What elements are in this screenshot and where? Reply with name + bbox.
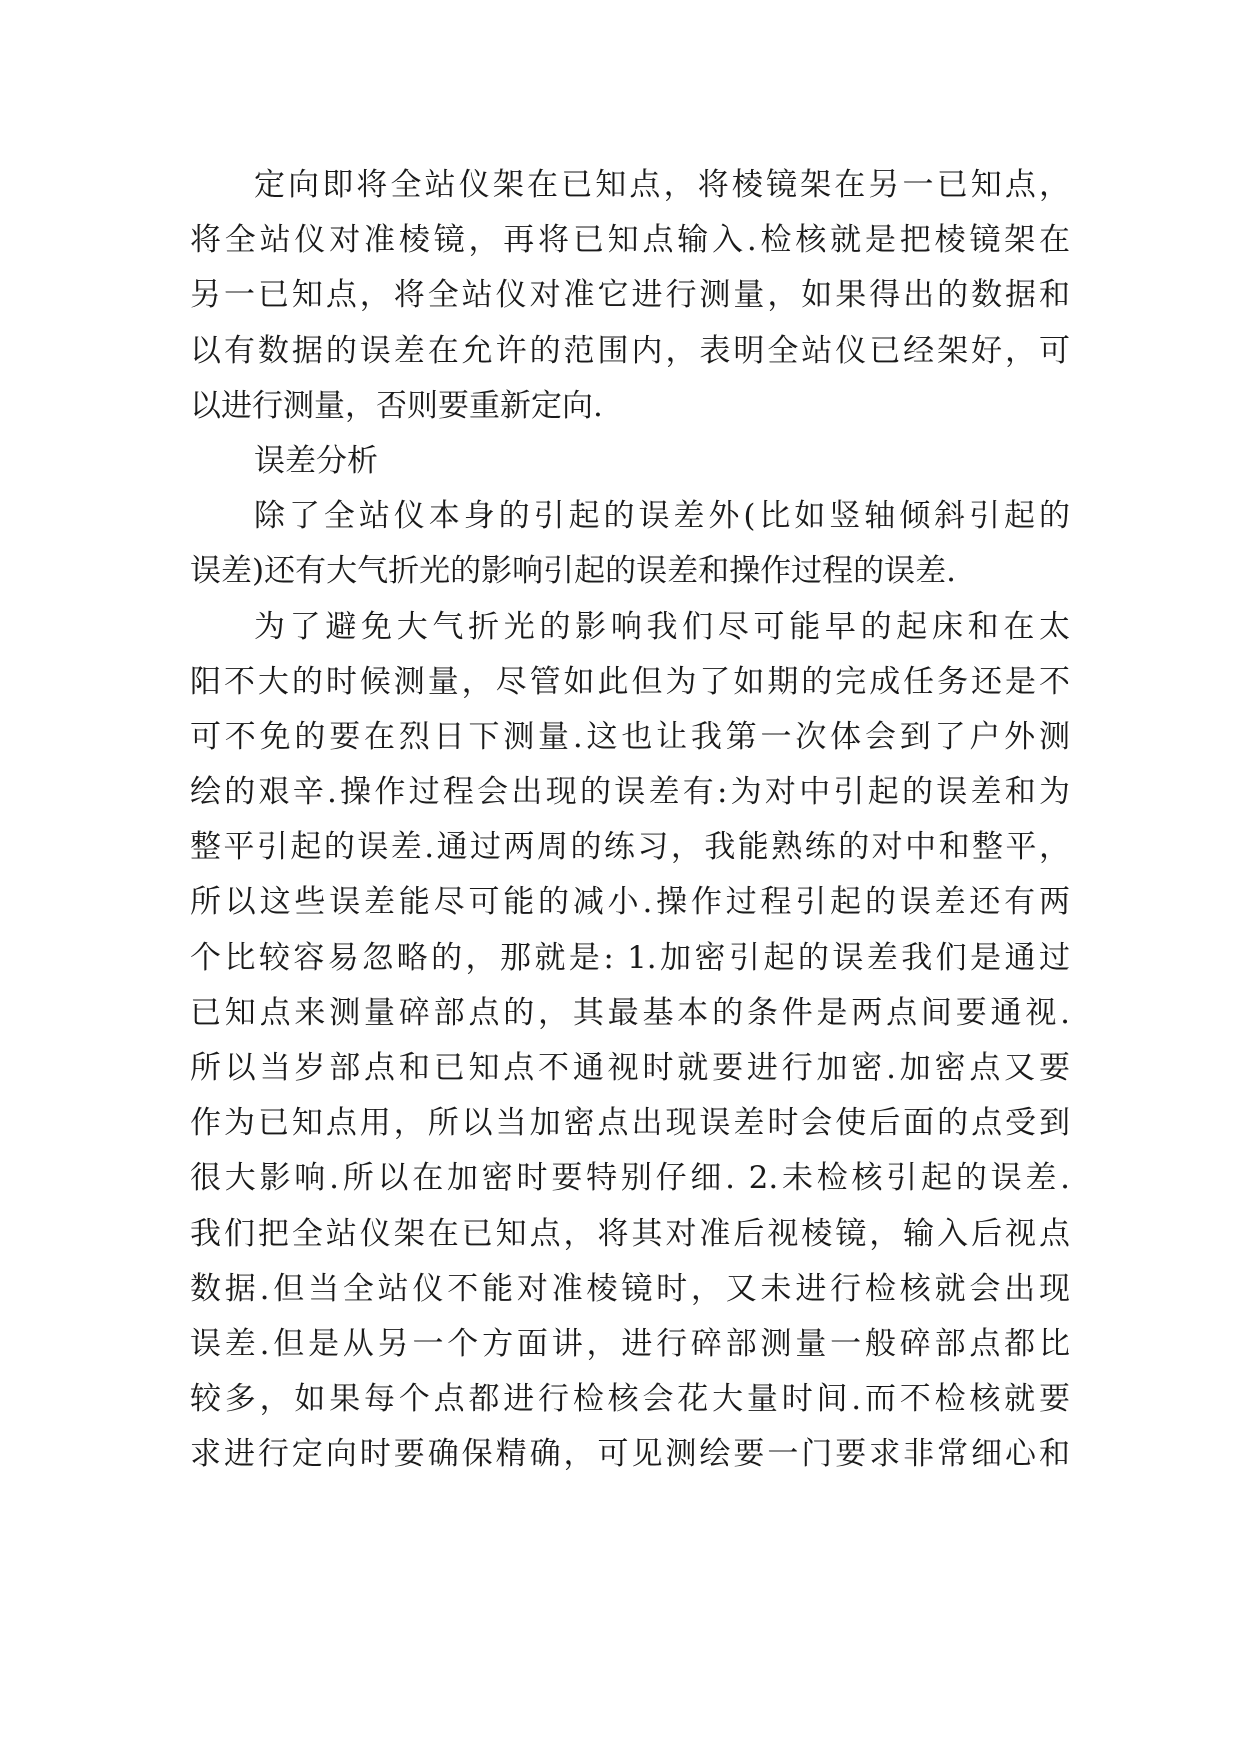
text-line: 将全站仪对准棱镜，再将已知点输入.检核就是把棱镜架在 <box>190 222 1070 259</box>
text-line: 可不免的要在烈日下测量.这也让我第一次体会到了户外测 <box>190 718 1070 755</box>
text-line: 整平引起的误差.通过两周的练习，我能熟练的对中和整平， <box>190 829 1070 866</box>
text-line: 所以当岁部点和已知点不通视时就要进行加密.加密点又要 <box>190 1050 1070 1086</box>
text-line: 除了全站仪本身的引起的误差外(比如竖轴倾斜引起的 <box>254 498 1070 535</box>
text-line: 定向即将全站仪架在已知点，将棱镜架在另一已知点， <box>254 167 1070 203</box>
text-line: 已知点来测量碎部点的，其最基本的条件是两点间要通视. <box>190 994 1070 1031</box>
text-line: 所以这些误差能尽可能的减小.操作过程引起的误差还有两 <box>190 884 1070 921</box>
text-line: 很大影响.所以在加密时要特别仔细. 2.未检核引起的误差. <box>190 1160 1070 1197</box>
text-line: 较多，如果每个点都进行检核会花大量时间.而不检核就要 <box>190 1381 1070 1418</box>
document-body <box>190 158 1070 1483</box>
text-line: 数据.但当全站仪不能对准棱镜时，又未进行检核就会出现 <box>190 1270 1070 1307</box>
section-heading: 误差分析 <box>254 442 378 479</box>
text-line: 作为已知点用，所以当加密点出现误差时会使后面的点受到 <box>190 1105 1070 1142</box>
text-line: 为了避免大气折光的影响我们尽可能早的起床和在太 <box>254 608 1070 645</box>
text-line: 误差)还有大气折光的影响引起的误差和操作过程的误差. <box>190 553 956 590</box>
text-line: 阳不大的时候测量，尽管如此但为了如期的完成任务还是不 <box>190 663 1070 700</box>
text-line: 求进行定向时要确保精确，可见测绘要一门要求非常细心和 <box>190 1436 1070 1473</box>
text-line: 以有数据的误差在允许的范围内，表明全站仪已经架好，可 <box>190 332 1070 369</box>
text-line: 以进行测量，否则要重新定向. <box>190 387 603 424</box>
text-line: 我们把全站仪架在已知点，将其对准后视棱镜，输入后视点 <box>190 1215 1070 1252</box>
text-line: 个比较容易忽略的，那就是: 1.加密引起的误差我们是通过 <box>190 939 1070 976</box>
text-line: 误差.但是从另一个方面讲，进行碎部测量一般碎部点都比 <box>190 1325 1070 1362</box>
text-line: 绘的艰辛.操作过程会出现的误差有:为对中引起的误差和为 <box>190 774 1070 811</box>
text-line: 另一已知点，将全站仪对准它进行测量，如果得出的数据和 <box>190 277 1070 314</box>
